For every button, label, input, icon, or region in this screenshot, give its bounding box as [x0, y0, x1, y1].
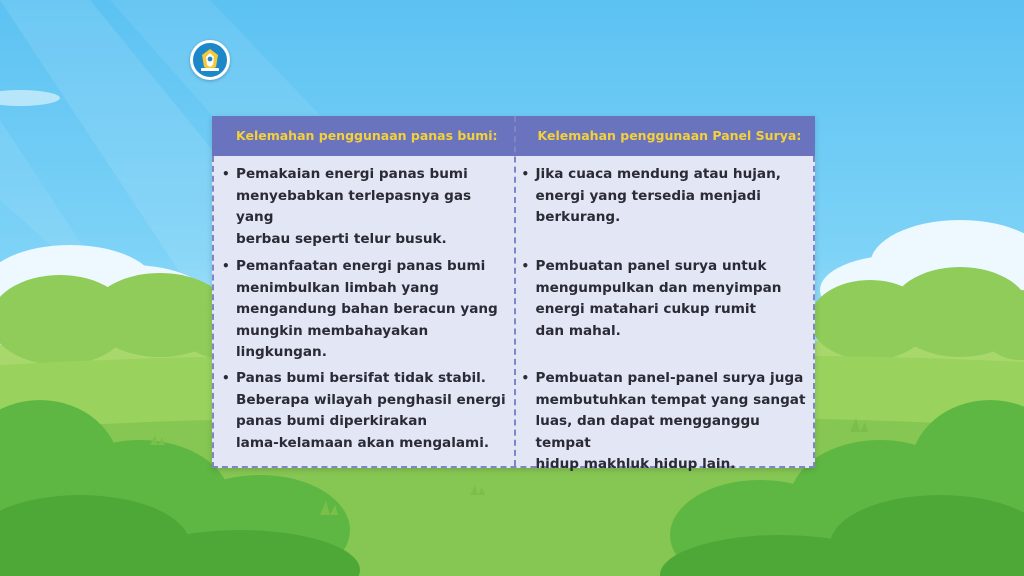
list-item-text: Pemanfaatan energi panas bumi menimbulkan limbah yang mengandung bahan beracun yang mungkin membahayakan lingkungan.	[236, 258, 498, 360]
bullet: •	[222, 167, 230, 181]
comparison-table	[212, 116, 815, 472]
list-item	[522, 256, 810, 342]
list-item-text: Pemakaian energi panas bumi menyebabkan terlepasnya gas yang berbau seperti telur busuk.	[236, 166, 472, 247]
list-item-text: Pembuatan panel surya untuk mengumpulkan dan menyimpan energi matahari cukup rumit dan mahal.	[535, 258, 782, 339]
list-item	[222, 368, 510, 454]
table-body	[212, 156, 815, 472]
bullet: •	[222, 371, 230, 385]
tut-wuri-handayani-emblem-icon	[190, 40, 230, 80]
list-item	[522, 368, 810, 476]
bullet: •	[222, 259, 230, 273]
list-item	[222, 164, 510, 250]
bullet: •	[521, 167, 530, 181]
solar-panel-weakness-title: Kelemahan penggunaan Panel Surya:	[537, 128, 802, 143]
list-item-text: Jika cuaca mendung atau hujan, energi yang tersedia menjadi berkurang.	[535, 166, 781, 225]
list-item-text: Pembuatan panel-panel surya juga membutuhkan tempat yang sangat luas, dan dapat mengganggu tempat hidup makhluk hidup lain.	[535, 370, 806, 472]
geothermal-weakness-title: Kelemahan penggunaan panas bumi:	[236, 128, 498, 143]
bullet: •	[521, 259, 530, 273]
geothermal-column	[214, 156, 514, 466]
bullet: •	[521, 371, 530, 385]
list-item	[222, 256, 510, 364]
list-item-text: Panas bumi bersifat tidak stabil. Beberapa wilayah penghasil energi panas bumi diperkirakan lama-kelamaan akan mengalami.	[236, 370, 506, 451]
solar-panel-column	[514, 156, 814, 472]
list-item	[522, 164, 810, 229]
